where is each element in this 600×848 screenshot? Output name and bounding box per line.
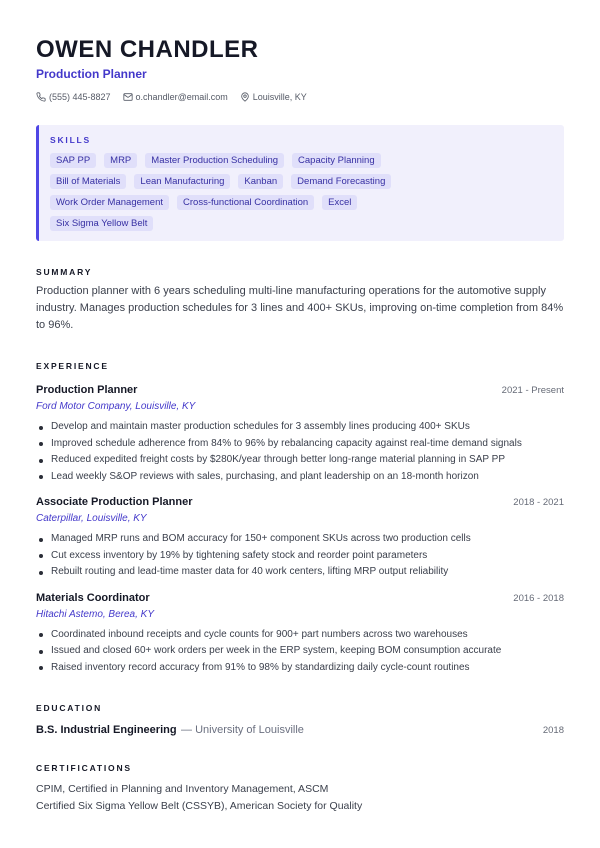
job-bullet: Cut excess inventory by 19% by tightening safety stock and reorder point parameters	[36, 548, 564, 565]
contact-email	[123, 92, 228, 102]
education-year: 2018	[542, 725, 564, 736]
job-header	[36, 591, 564, 606]
job-title: Associate Production Planner	[36, 496, 193, 508]
education-title: EDUCATION	[36, 703, 103, 713]
experience-title: EXPERIENCE	[36, 361, 109, 371]
education-section	[36, 703, 564, 738]
skill-chip: Capacity Planning	[292, 153, 381, 168]
job-bullet: Lead weekly S&OP reviews with sales, purchasing, and plant leadership on an 18-month horizon	[36, 469, 564, 486]
job-title: Production Planner	[36, 384, 138, 396]
candidate-name: OWEN CHANDLER	[36, 36, 259, 63]
job-dates: 2021 - Present	[501, 385, 564, 396]
job-bullet: Improved schedule adherence from 84% to 96% by rebalancing capacity against real-time demand signals	[36, 436, 564, 453]
certification-item: CPIM, Certified in Planning and Inventory Management, ASCM	[36, 783, 329, 795]
job-bullet: Reduced expedited freight costs by $280K/year through better long-range material planning in SAP PP	[36, 452, 564, 469]
skill-chip: Cross-functional Coordination	[177, 195, 314, 210]
skill-chip: Bill of Materials	[50, 174, 126, 189]
job-dates: 2018 - 2021	[513, 497, 564, 508]
job-header	[36, 495, 564, 510]
summary-section	[36, 267, 564, 334]
certification-list	[36, 781, 564, 814]
education-degree-line	[36, 722, 304, 737]
job-entry	[36, 383, 564, 485]
mail-icon	[123, 92, 133, 102]
skill-chip: Kanban	[238, 174, 283, 189]
job-dates: 2016 - 2018	[513, 592, 564, 604]
job-bullet: Coordinated inbound receipts and cycle counts for 900+ part numbers across two warehouses	[36, 627, 564, 644]
phone-text: (555) 445-8827	[49, 92, 111, 102]
location-text: Louisville, KY	[252, 92, 307, 102]
map-pin-icon	[240, 92, 250, 102]
job-header	[36, 383, 564, 398]
job-title: Materials Coordinator	[36, 591, 150, 604]
skill-chip: Demand Forecasting	[291, 174, 391, 189]
skill-chip: MRP	[104, 153, 137, 168]
job-company: Ford Motor Company, Louisville, KY	[36, 401, 196, 412]
skill-chip: SAP PP	[50, 153, 96, 168]
job-entry	[36, 591, 564, 677]
education-degree: B.S. Industrial Engineering	[36, 724, 177, 736]
certification-item: Certified Six Sigma Yellow Belt (CSSYB), American Society for Quality	[36, 799, 363, 812]
job-bullets	[36, 419, 564, 485]
job-bullets	[36, 627, 564, 677]
skill-chip: Lean Manufacturing	[134, 174, 230, 189]
summary-text: Production planner with 6 years scheduling multi-line manufacturing operations for the automotive supply industry. Manages production schedules for 3 lines and 400+ SKUs, improving on-time completion from 84% to 96%.	[36, 285, 564, 331]
contact-bar	[36, 91, 564, 103]
skill-chip: Six Sigma Yellow Belt	[50, 216, 153, 231]
skill-chip: Work Order Management	[50, 195, 169, 210]
certifications-section	[36, 763, 564, 814]
job-bullet: Raised inventory record accuracy from 91% to 98% by standardizing daily cycle-count routines	[36, 660, 564, 677]
experience-section	[36, 361, 564, 676]
phone-icon	[36, 92, 46, 102]
job-company: Hitachi Astemo, Berea, KY	[36, 608, 155, 620]
job-bullet: Issued and closed 60+ work orders per week in the ERP system, keeping BOM consumption accurate	[36, 643, 564, 660]
education-school: — University of Louisville	[181, 724, 304, 736]
job-bullet: Rebuilt routing and lead-time master data for 40 work centers, lifting MRP output reliability	[36, 564, 564, 581]
skill-chip: Excel	[322, 195, 357, 210]
contact-location	[240, 92, 307, 102]
skills-title: SKILLS	[50, 135, 92, 145]
education-entry	[36, 722, 564, 738]
job-bullet: Managed MRP runs and BOM accuracy for 150+ component SKUs across two production cells	[36, 531, 564, 548]
certifications-title: CERTIFICATIONS	[36, 763, 132, 773]
job-bullets	[36, 531, 564, 581]
skills-panel	[36, 125, 564, 241]
skill-chip: Master Production Scheduling	[145, 153, 284, 168]
email-text: o.chandler@email.com	[135, 92, 228, 102]
contact-phone	[36, 92, 111, 102]
job-bullet: Develop and maintain master production schedules for 3 assembly lines producing 400+ SKUs	[36, 419, 564, 436]
skills-chip-list	[50, 153, 450, 231]
candidate-role: Production Planner	[36, 67, 147, 81]
job-company: Caterpillar, Louisville, KY	[36, 513, 147, 524]
summary-title: SUMMARY	[36, 267, 93, 277]
job-entry	[36, 495, 564, 581]
